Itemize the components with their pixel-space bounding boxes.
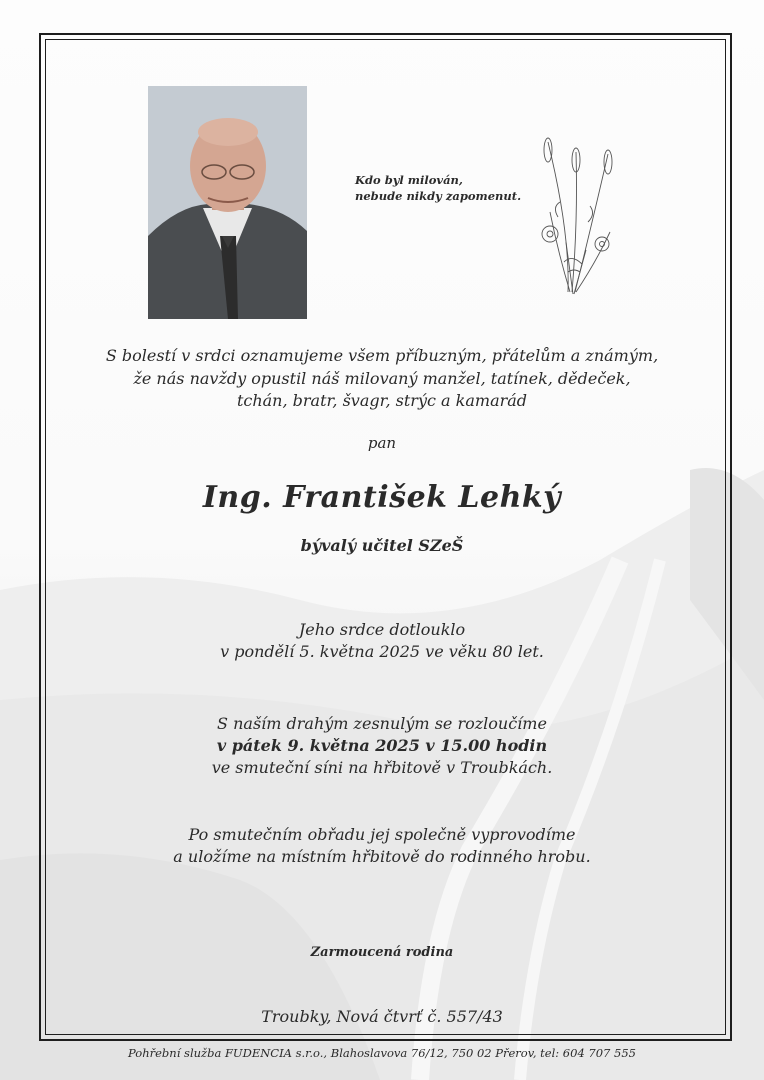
death-notice-line: Jeho srdce dotlouklo [298,620,466,639]
portrait-photo [148,86,307,319]
death-notice-line: v pondělí 5. května 2025 ve věku 80 let. [220,642,544,661]
announcement-line: tchán, bratr, švagr, strýc a kamarád [236,391,528,410]
title-pan: pan [367,434,397,452]
family-signature: Zarmoucená rodina [310,945,454,960]
funeral-service-footer: Pohřební služba FUDENCIA s.r.o., Blahoslavova 76/12, 750 02 Přerov, tel: 604 707 555 [128,1046,636,1060]
family-address: Troubky, Nová čtvrť č. 557/43 [261,1007,503,1026]
funeral-place: ve smuteční síni na hřbitově v Troubkách. [211,758,553,777]
funeral-line: S naším drahým zesnulým se rozloučíme [217,714,547,733]
flower-bouquet-icon [528,122,628,302]
motto [355,172,521,204]
announcement-line: že nás navždy opustil náš milovaný manžel, tatínek, dědeček, [133,368,631,388]
motto-line: nebude nikdy zapomenut. [355,189,522,203]
funeral-details [0,713,764,779]
deceased-role: bývalý učitel SZeŠ [300,536,464,555]
funeral-date-time: v pátek 9. května 2025 v 15.00 hodin [216,736,548,755]
deceased-name: Ing. František Lehký [202,480,562,515]
announcement-text [0,345,764,413]
burial-line: Po smutečním obřadu jej společně vyprovodíme [188,825,576,844]
burial-text [0,824,764,868]
motto-line: Kdo byl milován, [355,173,463,187]
burial-line: a uložíme na místním hřbitově do rodinného hrobu. [173,847,591,866]
announcement-line: S bolestí v srdci oznamujeme všem příbuzným, přátelům a známým, [105,346,659,365]
death-notice [0,619,764,663]
